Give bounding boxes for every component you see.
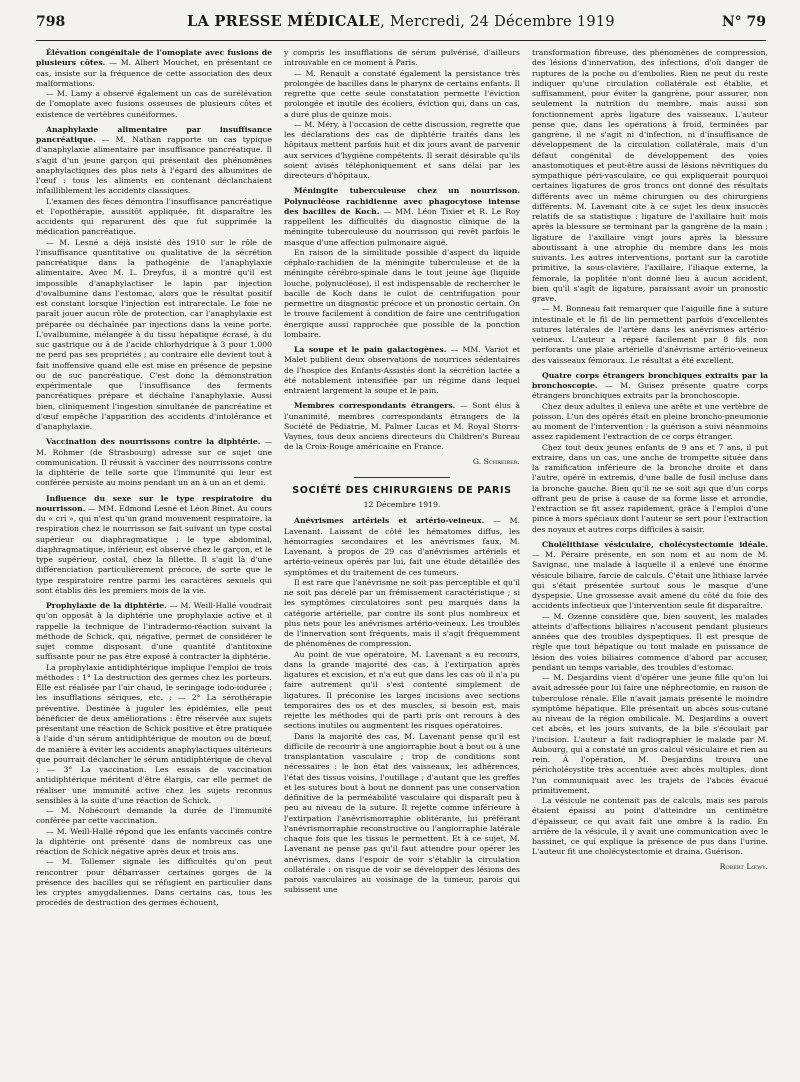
author-signature: Robert Lœwy.: [719, 861, 768, 871]
article: [36, 125, 272, 197]
article-heading: Anévrismes artériels et artério-veineux.: [294, 516, 485, 526]
article: [36, 48, 272, 89]
article-text: — M. Lavenant. Laissant de côté les hématomes diffus, les hémorragies secondaires et les anévrismes faux, M. Lavenant, à propos de 29 cas d'anévrismes artériels et artério-veineux opérés par lui, fait une étude détaillée des symptômes et du traitement de ces tumeurs.: [284, 516, 520, 577]
article-text: — MM. Edmond Lesné et Léon Binet. Au cours du « cri », qui n'est qu'un grand mouvement respiratoire, la respiration chez le nourrisson se fait suivant un type costal supérieur ou diaphragmatique ; le type abdominal, diaphragmatique, inférieur, est observé chez le garçon, et le type supérieur, costal, chez la fillette. Il s'agit là d'une différenciation particulièrement précoce, de sorte que le type respiratoire rentre parmi les caractères sexuels qui sont établis dès les premiers mois de la vie.: [36, 503, 272, 595]
paragraph: En raison de la similitude possible d'aspect du liquide céphalo-rachidien de la méningite tuberculeuse et de la méningite cérébro-spinale dans le tout jeune âge (liquide louche, polynucléose), il est indispensable de rechercher le bacille de Koch dans le culot de centrifugation pour permettre un diagnostic précoce et un pronostic certain. On le trouve facilement à condition de faire une centrifugation énergique aussi rapprochée que possible de la ponction lombaire.: [284, 247, 520, 339]
paragraph: Chez deux adultes il enleva une arête et une vertèbre de poisson. L'un des opérés était en pleine broncho-pneumonie au moment de l'intervention : la guérison a suivi néanmoins assez rapidement l'extraction de ce corps étranger.: [532, 401, 768, 442]
article-text: — M. Albert Mouchet, en présentant ce cas, insiste sur la fréquence de cette association des deux malformations.: [36, 58, 272, 88]
column-middle: [284, 48, 520, 1078]
page-number: 798: [36, 14, 66, 30]
article-heading: Anaphylaxie alimentaire par insuffisance pancréatique.: [36, 124, 272, 144]
article-heading: Cholélithiase vésiculaire, cholécystectomie idéale.: [542, 539, 768, 549]
section-divider: [354, 477, 450, 478]
paragraph: — M. Nobécourt demande la durée de l'immunité conférée par cette vaccination.: [36, 806, 272, 826]
paragraph: — M. Renault a constaté également la persistance très prolongée de bacilles dans le pharynx de certains enfants. Il regrette que cette seule constatation permette l'éviction prolongée et inutile des écoliers, éviction qui, dans un cas, a duré plus de quinze mois.: [284, 68, 520, 119]
paragraph: Il est rare que l'anévrisme ne soit pas perceptible et qu'il ne soit pas décelé par un frémissement caractéristique ; si les symptômes circulatoires sont peu marqués dans la catégorie artérielle, par contre ils sont plus nombreux et plus nets pour les anévrismes artério-veineux. Les troubles de l'innervation sont fréquents, mais il s'agit fréquemment de phénomènes de compression.: [284, 577, 520, 649]
article-text: — M. Rohmer (de Strasbourg) adresse sur ce sujet une communication. Il réussit à vacciner des nourrissons contre la diphtérie de telle sorte que l'immunité qui leur est conférée persiste au moins pendant un an à un an et demi.: [36, 437, 272, 488]
paragraph: La prophylaxie antidiphtérique implique l'emploi de trois méthodes : 1° La destruction des germes chez les porteurs. Elle est réalisée par l'air chaud, le seringage iodo-iodurée ; les insufflations sériques, etc. ; — 2° La sérothérapie préventive. Destinée à juguler les épidémies, elle peut bénéficier de deux améliorations : être réservée aux sujets présentant une réaction de Schick positive et être pratiquée à l'aide d'un sérum antidiphtérique de mouton ou de bœuf, de manière à éviter les accidents anaphylactiques ultérieurs que pourrait déclancher le sérum antidiphtérique de cheval ; — 3° La vaccination. Les essais de vaccination antidiphtérique méritent d'être élargis, car elle permet de réaliser une immunité active chez les sujets reconnus sensibles à la suite d'une réaction de Schick.: [36, 662, 272, 805]
article-heading: Membres correspondants étrangers.: [294, 401, 456, 411]
journal-name: LA PRESSE MÉDICALE: [187, 13, 381, 30]
paragraph: — M. Tollemer signale les difficultés qu'on peut rencontrer pour débarrasser certaines gorges de la présence des bacilles qui se réfugient en particulier dans les cryptes amygdaliennes. Dans certains cas, tous les procédés de destruction des germes échouent,: [36, 857, 272, 908]
paragraph: — M. Méry, à l'occasion de cette discussion, regrette que les déclarations des cas de diphtérie traités dans les hôpitaux mettent parfois huit et dix jours avant de parvenir aux services d'hygiène compétents. Il serait désirable qu'ils soient avisés téléphoniquement et sans délai par les directeurs d'hôpitaux.: [284, 119, 520, 180]
paragraph: Chez tout deux jeunes enfants de 9 ans et 7 ans, il put extraire, dans un cas, une anche de trompette située dans la ramification inférieure de la bronche droite et dans l'autre, opéré in extremis, d'une balle de fusil incluse dans la bronche gauche. Bien qu'il ne se soit agi que d'un corps offrant peu de prise à cause de sa forme lisse et arrondie, l'extraction se fit assez rapidement, grâce à l'emploi d'une pince à mors spéciaux dont l'auteur se sert pour l'extraction des noyaux et autres corps difficiles à saisir.: [532, 442, 768, 534]
article: [532, 540, 768, 612]
article: [36, 494, 272, 597]
paragraph: — M. Desjardins vient d'opérer une jeune fille qu'on lui avait adressée pour lui faire une néphrectomie, en raison de tuberculose rénale. Elle n'avait jamais présenté le moindre symptôme hépatique. Elle présentait un abcès sous-cutané au niveau de la région ombilicale. M. Desjardins a ouvert cet abcès, et les jours suivants, de la bile s'écoulait par l'incision. L'auteur a fait radiographier le malade par M. Aubourg, qui a constaté un gros calcul vésiculaire et rien au rein. À l'opération, M. Desjardins trouva une péricholécystite très accentuée avec abcès multiples, dont l'un communiquait avec les trajets de l'abcès évacué primitivement.: [532, 673, 768, 795]
article-text: — M. Guisez présente quatre corps étrangers bronchiques extraits par la bronchoscopie.: [532, 381, 768, 401]
paragraph: — M. Weill-Hallé répond que les enfants vaccinés contre la diphtérie ont présenté dans de nombreux cas une réaction de Schick négative après deux et trois ans.: [36, 826, 272, 856]
issue-date: , Mercredi, 24 Décembre 1919: [380, 14, 615, 30]
article-text: — M. Péraire présente, en son nom et au nom de M. Savignac, une malade à laquelle il a enlevé une énorme vésicule biliaire, farcie de calculs. C'était une lithiase larvée qui s'était présentée surtout sous le masque d'une dyspepsie. Une grossesse avait amené du côté du foie des accidents infectieux que l'intervention seule fit disparaître.: [532, 550, 768, 611]
society-heading: SOCIÉTÉ DES CHIRURGIENS DE PARIS: [292, 484, 512, 496]
paragraph: — M. Lesné a déjà insisté dès 1910 sur le rôle de l'insuffisance quantitative ou qualitative de la sécrétion pancréatique dans la pathogénie de l'anaphylaxie alimentaire. Avec M. L. Dreyfus, il a montré qu'il est impossible d'anaphylactiser le lapin par injection d'ovalbumine dans l'estomac, alors que le résultat positif est constant lorsque l'injection est intrarectale. Le foie ne paraît jouer aucun rôle de protection, car l'anaphylaxie est préparée ou déchaînée par injections dans la veine porte. L'ovalbumine, mélangée à du tissu hépatique écrasé, à du suc gastrique ou à de l'acide chlorhydrique à 3 pour 1.000 ne perd pas ses propriétés ; au contraire elle devient tout à fait inoffensive quand elle est mise en présence de pepsine ou de suc pancréatique. C'est donc la démonstration expérimentale que l'insuffisance des ferments pancréatiques prépare et déchaîne l'anaphylaxie. Aussi bien, cliniquement l'ingestion simultanée de pancréatine et d'œuf empêche l'apparition des accidents d'intolérance et d'anaphylaxie.: [36, 237, 272, 431]
article: [36, 437, 272, 488]
article: [532, 371, 768, 402]
column-right: [532, 48, 768, 1078]
article: [284, 345, 520, 396]
issue-number: N° 79: [721, 14, 766, 30]
article: [36, 601, 272, 663]
paragraph: — M. Lamy a observé également un cas de surélévation de l'omoplate avec fusions osseuses de plusieurs côtes et existence de vertèbres cunéiformes.: [36, 89, 272, 119]
article: [284, 401, 520, 452]
paragraph: y compris les insufflations de sérum pulvérisé, d'ailleurs introuvable en ce moment à Paris.: [284, 48, 520, 68]
paragraph: — M. Bonneau fait remarquer que l'aiguille fine à suture intestinale et le fil de lin permettent parfois d'excellentes sutures latérales de l'artère dans les anévrismes artério-veineux. L'auteur a réparé facilement par 8 fils non perforants une plaie artérielle d'anévrisme artério-veineux des vaisseaux fémoraux. Le résultat a été excellent.: [532, 304, 768, 365]
article-text: — M. Weill-Hallé voudrait qu'on opposât à la diphtérie une prophylaxie active et il rappelle la technique de l'intradermo-réaction suivant la méthode de Schick, qui, négative, permet de considérer le sujet comme disposant d'une quantité d'antitoxine suffisante pour ne pas être exposé à contracter la diphtérie.: [36, 601, 272, 662]
article-heading: Prophylaxie de la diphtérie.: [46, 601, 167, 610]
page-header: [36, 8, 766, 41]
session-date: 12 Décembre 1919.: [363, 500, 441, 509]
article-text: — MM. Léon Tixier et R. Le Roy rappellent les difficultés du diagnostic clinique de la méningite tuberculeuse du nourrisson qui revêt parfois le masque d'une affection pulmonaire aiguë.: [284, 206, 520, 247]
column-left: [36, 48, 272, 1078]
header-title: [36, 13, 766, 30]
article-text: — MM. Variot et Malet publient deux observations de nourrices sédentaires de l'hospice des Enfants-Assistés dont la sécrétion lactée a été notablement intensifiée par un régime dans lequel entraient largement la soupe et le pain.: [284, 345, 520, 395]
article-heading: Vaccination des nourrissons contre la diphtérie.: [46, 437, 261, 447]
article-text: — Sont élus à l'unanimité, membres correspondants étrangers de la Société de Pédiatrie, M. Palmer Lucas et M. Royal Storrs-Vaynes, tous deux anciens directeurs du Children's Bureau de la Croix-Rouge américaine en France.: [284, 401, 520, 452]
paragraph: L'examen des fèces démontra l'insuffisance pancréatique et l'opothérapie, aussitôt appliquée, fit disparaître les accidents qui reparurent dès que fut supprimée la médication pancréatique.: [36, 196, 272, 237]
article-heading: Quatre corps étrangers bronchiques extraits par la bronchoscopie.: [532, 370, 768, 390]
article: [284, 516, 520, 578]
paragraph: transformation fibreuse, des phénomènes de compression, des lésions d'innervation, des infections, d'où danger de ruptures de la poche ou d'embolies. Rien ne peut du reste indiquer qu'une circulation collatérale est établie, et suffisamment, pour éviter la gangrène, pour assurer, non seulement la nutrition du membre, mais aussi son fonctionnement après ligature des vaisseaux. L'auteur pense que, dans les opérations à froid, terminées par gangrène, il ne s'agit ni d'infection, ni d'insuffisance de développement de la circulation collatérale, mais d'un défaut congénital de développement des voies anastomotiques et peut-être aussi de lésions névritiques du sympathique péri-vasculaire, ce qui expliquerait pourquoi certaines ligatures de gros troncs ont donné des résultats différents avec un même chirurgien ou des chirurgiens différents. M. Lavenant cite à ce sujet les deux insuccès relatifs de sa statistique : ligature de l'axillaire huit mois après la blessure se terminant par la gangrène de la main ; ligature de l'axillaire vingt jours après la blessure aboutissant à une atrophie du membre dans les mois suivants. Les autres interventions, portant sur la carotide primitive, la sous-clavière, l'axillaire, l'iliaque externe, la fémorale, la poplitée n'ont donné lieu à aucun accident, bien qu'il s'agît de ligature, paraissant avoir un pronostic grave.: [532, 48, 768, 303]
article-heading: Influence du sexe sur le type respiratoire du nourrisson.: [36, 493, 272, 513]
author-signature: G. Schreiber.: [472, 456, 520, 466]
paragraph: Au point de vue opératoire, M. Lavenant a eu recours, dans la grande majorité des cas, à l'extirpation après ligatures et excision, et n'a eut que dans les cas où il n'a pu faire autrement qu'il s'est contenté simplement de ligatures. Il préconise les larges incisions avec sections temporaires des os et des muscles, si besoin est, mais rejette les méthodes qui de parti pris ont recours à des sections inutiles ou augmentent les risques opératoires.: [284, 649, 520, 731]
article-heading: La soupe et le pain galactogènes.: [294, 345, 447, 354]
paragraph: — M. Ozenne considère que, bien souvent, les malades atteints d'affections biliaires n'accusent pendant plusieurs années que des troubles dyspeptiques. Il est presque de règle que tout hépatique ou tout malade en puissance de lésion des voies biliaires commence d'abord par accuser, pendant un temps variable, des troubles d'estomac.: [532, 611, 768, 672]
article-heading: Méningite tuberculeuse chez un nourrisson. Polynucléose rachidienne avec phagocytose intense des bacilles de Koch.: [284, 186, 520, 216]
paragraph: La vésicule ne contenait pas de calculs, mais ses parois étaient épaissi au point d'atteindre un centimètre d'épaisseur, ce qui avait fait une ombre à la radio. En arrière de la vésicule, il y avait une communication avec le bassinet, ce qui explique la présence de pus dans l'urine. L'auteur fit une cholécystectomie et draina. Guérison.: [532, 796, 768, 857]
article-text: — M. Nathan rapporte un cas typique d'anaphylaxie alimentaire par insuffisance pancréatique. Il s'agit d'un jeune garçon qui présentait des phénomènes anaphylactiques des plus nets à l'égard des albumines de l'œuf : tous les aliments en contenant déclanchaient infailliblement les accidents classiques.: [36, 135, 272, 196]
paragraph: Dans la majorité des cas, M. Lavenant pense qu'il est difficile de recourir à une angiorraphie bout à bout ou à une transplantation vasculaire ; trop de conditions sont nécessaires : le bon état des vaisseaux, les adhérences, l'état des tissus voisins, l'outillage ; d'autant que les greffes et les sutures bout à bout ne donnent pas une conservation définitive de la perméabilité vasculaire qui disparaît peu à peu au niveau de la suture. Il rejette comme inférieure à l'extirpation l'anévrismorraphie oblitérante, lui préférant l'anévrismorraphie reconstructive ou l'angiorraphie latérale chaque fois que les tissus le permettent. Et à ce sujet, M. Lavenant ne pense pas qu'il faut attendre pour opérer les anévrismes, dans l'espoir de voir s'établir la circulation collatérale : on risque de voir se développer des lésions des parois vasculaires au voisinage de la tumeur, parois qui subissent une: [284, 731, 520, 895]
article: [284, 186, 520, 248]
article-heading: Élévation congénitale de l'omoplate avec fusions de plusieurs côtes.: [36, 48, 272, 68]
